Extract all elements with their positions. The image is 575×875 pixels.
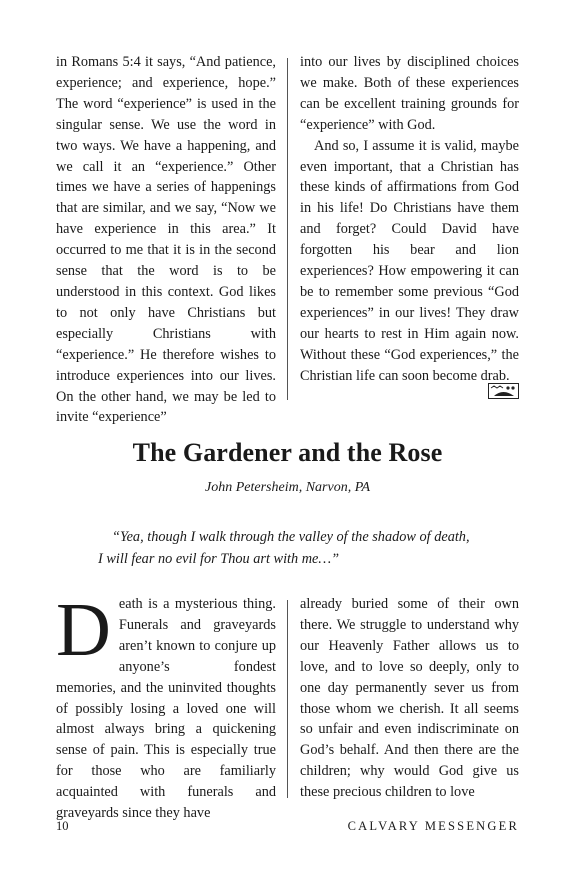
article-title: The Gardener and the Rose — [132, 438, 443, 467]
column-divider-top — [287, 58, 288, 400]
previous-article-left-column — [56, 52, 276, 428]
page-number: 10 — [56, 819, 69, 833]
article-paragraph: already buried some of their own there. We struggle to understand why our Heavenly Father allows us to love, and to love so deeply, only to one day permanently sever us from those whom we cherish. It all seems so unfair and even indiscriminate on God’s behalf. And then there are the children; why would God give us these precious children to love — [300, 596, 519, 801]
article-left-column — [56, 588, 276, 824]
column-divider-bottom — [287, 600, 288, 798]
drop-cap: D — [56, 588, 111, 672]
previous-article-paragraph: into our lives by disciplined choices we make. Both of these experiences can be excellent training grounds for “experience” with God. — [300, 54, 519, 133]
previous-article-paragraph: in Romans 5:4 it says, “And patience, experience; and experience, hope.” The word “experience” is used in the singular sense. We use the word in two ways. We have a happening, and we call it an “experience.” Other times we have a series of happenings that are similar, and we say, “Now we have experience in this area.” It occurred to me that it is in the second sense that the word is to be understood in this context. God likes to not only have Christians but especially Christians with “experience.” He therefore wishes to introduce experiences into our lives. On the other hand, we may be led to invite “experience” — [56, 54, 276, 426]
epigraph-line: “Yea, though I walk through the valley of the shadow of death, — [112, 529, 470, 545]
article-epigraph — [70, 526, 505, 570]
end-of-article-ornament-icon — [488, 383, 519, 399]
epigraph-line: I will fear no evil for Thou art with me…” — [98, 551, 340, 567]
article-paragraph: eath is a mysterious thing. Funerals and graveyards aren’t known to conjure up anyone’s fondest memories, and the uninvited thoughts of possibly losing a loved one will almost always bring a quickening sense of pain. This is especially true for those who are familiarly acquainted with funerals and graveyards since they have — [56, 596, 276, 822]
article-byline: John Petersheim, Narvon, PA — [205, 480, 370, 495]
running-title: CALVARY MESSENGER — [347, 819, 519, 833]
previous-article-right-column — [300, 52, 519, 387]
article-right-column — [300, 594, 519, 803]
previous-article-paragraph: And so, I assume it is valid, maybe even important, that a Christian has these kinds of affirmations from God in his life! Do Christians have them and forget? Could David have forgotten his bear and lion experiences? How empowering it can be to remember some previous “God experiences” in our lives! They draw our hearts to rest in Him again now. Without these “God experiences,” the Christian life can soon become drab. — [300, 137, 519, 384]
